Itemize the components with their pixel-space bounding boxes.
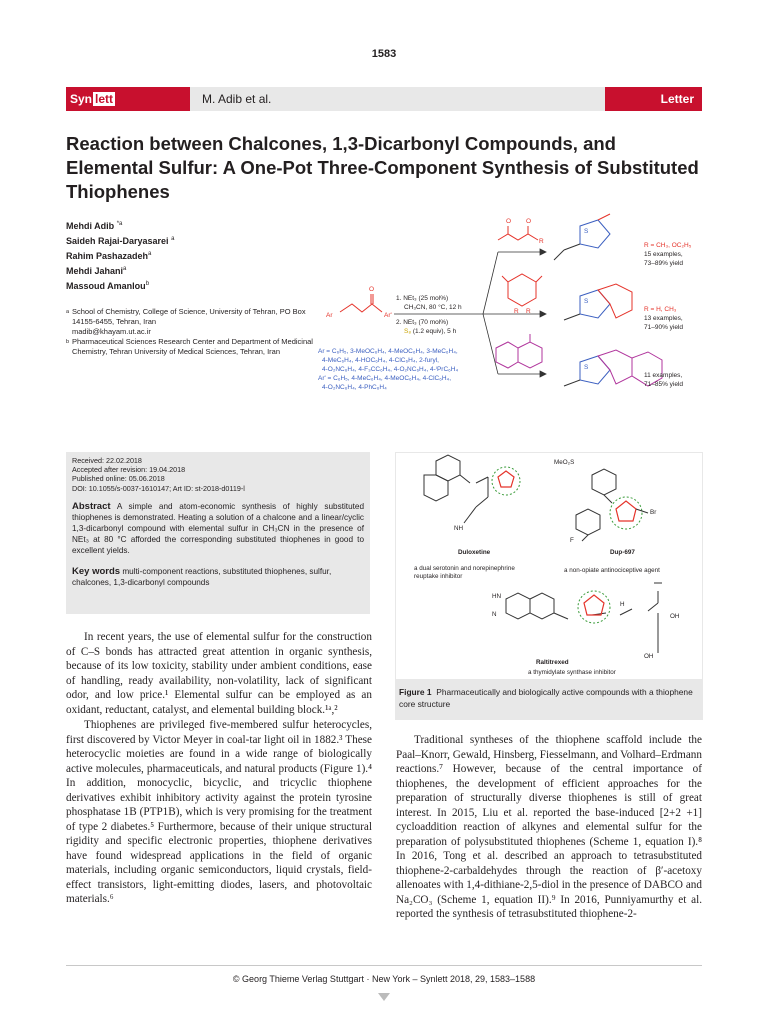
paragraph: Traditional syntheses of the thiophene scaffold include the Paal–Knorr, Gewald, Hinsberg, Fiesselmann, and Volhard–Erdmann reactions.⁷ However, because of the central importance of thiophenes, the development of efficient approaches for the preparation of structurally diverse thiophenes is still of great interest. In 2015, Liu et al. reported the base-induced [2+2 +1] cycloaddition reaction of alkynes and elemental sulfur for the preparation of polysubstituted thiophenes (Scheme 1, equation I).⁸ In 2016, Tong et al. described an approach to tetrasubstituted thiophene-2-carbaldehydes through the reaction of β′-acetoxy allenoates with 1,4-dithiane-2,5-diol in the presence of DABCO and Na₂CO₃ (Scheme 1, equation II).⁹ In 2016, Punniyamurthy et al. reported the synthesis of tetrasubstituted thiophene-2-: [396, 734, 702, 920]
page-number: 1583: [371, 48, 397, 60]
dup697-desc: a non-opiate antinociceptive agent: [564, 567, 660, 574]
body-column-right: [396, 733, 702, 923]
dup697-meo2s: MeO₂S: [554, 459, 575, 466]
abstract: [72, 501, 364, 556]
raltitrexed-thiophene-ring: [584, 595, 604, 615]
raltitrexed-label: Raltitrexed: [536, 659, 569, 666]
article-metadata: [66, 452, 370, 614]
result-3-count: 11 examples,: [644, 372, 683, 379]
article-type: Letter: [605, 87, 702, 111]
paragraph: In recent years, the use of elemental sulfur for the construction of C–S bonds has attracted great attention in organic synthesis, because of its low toxicity, stability under ambient conditions, ease of handling, ready availability, non-volatility, lack of significant odor, and low price.¹ Elemental sulfur can be employed as an oxidant, reductant, catalyst, and elemental building block.¹ᵃ,²: [66, 631, 372, 716]
ar-prime-definition: 4-O₂NC₆H₄, 4-PhC₆H₄: [322, 384, 387, 391]
cyclic-dione-reagent: [502, 274, 542, 306]
raltitrexed-n: N: [492, 611, 497, 618]
figure-caption: [399, 686, 699, 710]
keywords: [72, 566, 364, 588]
raltitrexed-structure: [506, 583, 662, 653]
raltitrexed-oh: OH: [670, 613, 680, 620]
figure-caption-text: Pharmaceutically and biologically active compounds with a thiophene core structure: [399, 687, 693, 709]
duloxetine-desc: a dual serotonin and norepinephrine: [414, 565, 515, 572]
figure-1: [395, 452, 703, 720]
dup697-f: F: [570, 537, 574, 544]
author: Massoud Amanlou$^b$: [66, 281, 150, 291]
next-page-arrow-icon[interactable]: [378, 993, 390, 1001]
duloxetine-label: Duloxetine: [458, 549, 491, 556]
footer-divider: [66, 965, 702, 966]
result-1-r: R = CH₃, OC₂H₅: [644, 242, 692, 249]
affiliation: a School of Chemistry, College of Science, University of Tehran, PO Box 14155-6455, Tehran, Iran: [66, 307, 306, 326]
raltitrexed-h: H: [620, 601, 625, 608]
label-r: R: [526, 308, 531, 315]
result-1-yield: 73–89% yield: [644, 260, 684, 267]
duloxetine-nh: NH: [454, 525, 464, 532]
author-list: [66, 218, 266, 293]
dup697-structure: [576, 469, 616, 541]
keywords-text: multi-component reactions, substituted thiophenes, sulfur, chalcones, 1,3-dicarbonyl compounds: [72, 566, 332, 587]
result-1-count: 15 examples,: [644, 251, 683, 258]
author: Saideh Rajai-Daryasarei $^a$: [66, 236, 175, 246]
condition-2b: S₈ (1.2 equiv), 5 h: [404, 328, 457, 335]
abstract-heading: Abstract: [72, 500, 111, 512]
ar-prime-definition: Ar' = C₆H₅, 4-MeC₆H₄, 4-MeOC₆H₄, 4-ClC₆H₄,: [318, 375, 451, 382]
product-thiophene-1: [554, 214, 610, 260]
received-date: Received: 22.02.2018: [72, 456, 142, 465]
label-ar: Ar: [326, 312, 333, 319]
dicarbonyl-reagent: [498, 226, 538, 240]
label-o: O: [369, 286, 375, 293]
dup697-label: Dup-697: [610, 549, 635, 556]
published-date: Published online: 05.06.2018: [72, 474, 165, 484]
label-s: S: [584, 298, 589, 305]
dup697-thiophene-highlight: [610, 497, 642, 529]
accepted-date: Accepted after revision: 19.04.2018: [72, 465, 186, 475]
abstract-text: A simple and atom-economic synthesis of highly substituted thiophenes is demonstrated. Heating a solution of a chalcone and a linear/cyclic 1,3-dicarbonyl compound with elemental sulfur in CH₃CN in the presence of NEt₃ at 80 °C afforded the corresponding substituted thiophenes in good to excellent yields.: [72, 501, 365, 555]
raltitrexed-hn: HN: [492, 593, 502, 600]
label-s: S: [584, 364, 589, 371]
journal-brand: Syn lett: [66, 87, 190, 111]
coumarin-reagent: [496, 334, 542, 368]
journal-header: [66, 87, 702, 111]
ar-definition: 4-O₂NC₆H₄, 4-F₃CC₆H₄, 4-O₂NC₆H₄, 4-ⁱPrC₆H₄: [322, 366, 459, 373]
chalcone-structure: [340, 294, 382, 312]
duloxetine-structure: [424, 455, 488, 523]
result-2-yield: 71–90% yield: [644, 324, 684, 331]
author: Rahim Pashazadeh$^a$: [66, 251, 152, 261]
author: Mehdi Adib $^{*a}$: [66, 221, 123, 231]
label-o: O: [506, 218, 512, 225]
result-3-yield: 71–85% yield: [644, 381, 684, 388]
raltitrexed-thiophene-highlight: [578, 591, 610, 623]
body-column-left: [66, 630, 372, 908]
condition-1b: CH₃CN, 80 °C, 12 h: [404, 304, 462, 311]
raltitrexed-oh-2: OH: [644, 653, 654, 660]
label-r: R: [514, 308, 519, 315]
duloxetine-desc: reuptake inhibitor: [414, 573, 463, 580]
ar-definition: Ar = C₆H₅, 3-MeOC₆H₄, 4-MeOC₆H₄, 3-MeC₆H₄,: [318, 348, 458, 355]
paragraph: Thiophenes are privileged five-membered sulfur heterocycles, first discovered by Victor Meyer in coal-tar light oil in 1882.³ These heterocyclic moieties are found in a wide range of biologically active molecules, pharmaceuticals, and natural products (Figure 1).⁴ In addition, monocyclic, bicyclic, and tricyclic thiophene derivatives exhibit inhibitory activity against the protein tyrosine phosphatase 1B (PTP1B), which is very promising for the treatment of type 2 diabetes.⁵ Furthermore, because of their unique structural rigidity and specific electronic properties, thiophene derivatives have found widespread applications in the field of organic materials, including organic semiconductors, liquid crystals, field-effect transistors, light-emitting diodes, lasers, and photovoltaic materials.⁶: [66, 719, 372, 905]
product-thiophene-2: [564, 284, 632, 320]
author: Mehdi Jahani$^a$: [66, 266, 127, 276]
affiliation-email: madib@khayam.ut.ac.ir: [72, 327, 151, 336]
ar-definition: 4-MeC₆H₄, 4-HOC₆H₄, 4-ClC₆H₄, 2-furyl,: [322, 357, 439, 364]
duloxetine-thiophene-ring: [498, 471, 514, 487]
running-authors: M. Adib et al.: [190, 87, 670, 111]
article-title: Reaction between Chalcones, 1,3-Dicarbonyl Compounds, and Elemental Sulfur: A One-Pot Three-Component Synthesis of Substituted Thiophenes: [66, 133, 699, 202]
label-ar-prime: Ar': [384, 312, 392, 319]
keywords-heading: Key words: [72, 565, 121, 577]
result-2-r: R = H, CH₃: [644, 306, 677, 313]
affiliation: b Pharmaceutical Sciences Research Center and Department of Medicinal Chemistry, Tehran University of Medical Sciences, Tehran, Iran: [66, 337, 313, 356]
dup697-br: Br: [650, 509, 657, 516]
condition-2: 2. NEt₃ (70 mol%): [396, 319, 449, 326]
dup697-thiophene-ring: [616, 501, 636, 521]
figure-1-drawing: [395, 452, 703, 680]
page-footer: © Georg Thieme Verlag Stuttgart · New York – Synlett 2018, 29, 1583–1588: [232, 974, 536, 984]
condition-1: 1. NEt₃ (25 mol%): [396, 295, 449, 302]
doi: DOI: 10.1055/s-0037-1610147; Art ID: st-2018-d0119-l: [72, 483, 245, 493]
figure-caption-label: Figure 1: [399, 687, 432, 697]
label-r: R: [539, 238, 544, 245]
reaction-scheme: [318, 208, 710, 438]
result-2-count: 13 examples,: [644, 315, 683, 322]
affiliations: [66, 307, 316, 357]
label-s: S: [584, 228, 589, 235]
raltitrexed-desc: a thymidylate synthase inhibitor: [528, 669, 616, 676]
label-o: O: [526, 218, 532, 225]
